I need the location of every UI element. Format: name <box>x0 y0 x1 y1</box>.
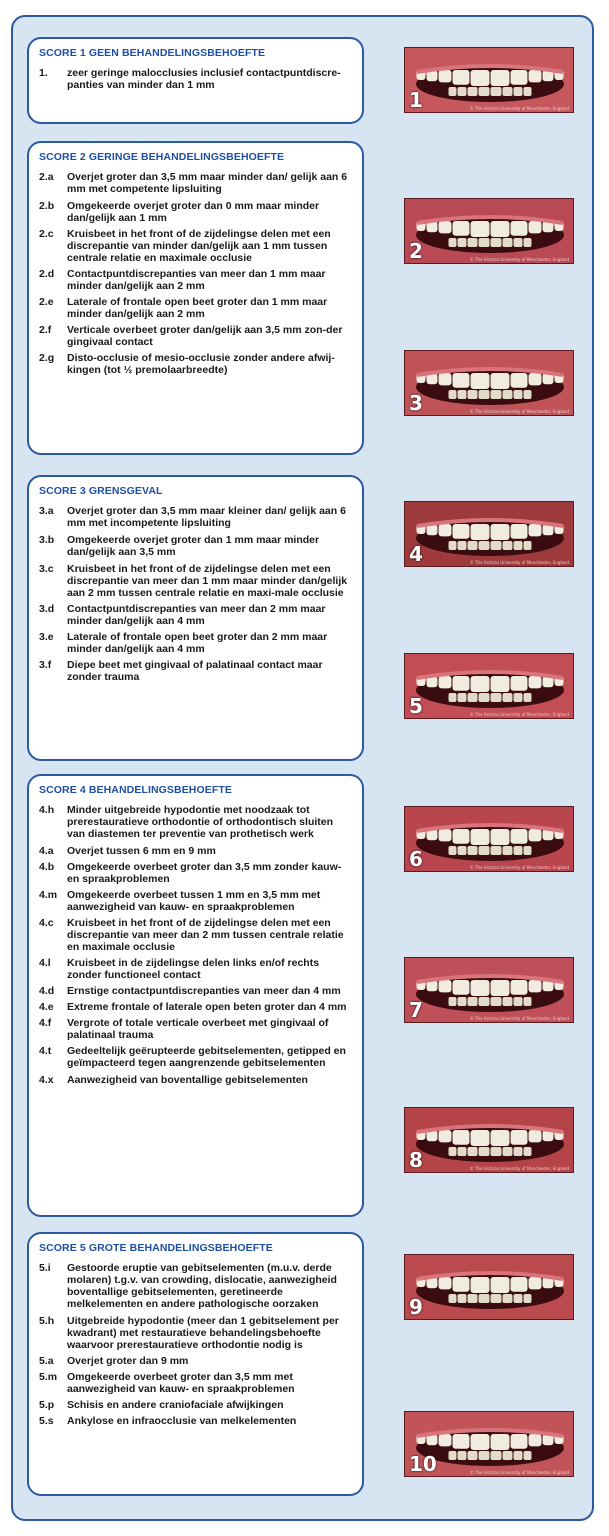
criterion-text: Kruisbeet in het front of de zijdelingse delen met een discrepantie van meer dan 1 mm maar minder dan/gelijk aan 2 mm tussen centrale relatie en maxi-male occlusie <box>67 563 348 599</box>
dental-photo-1 <box>404 47 574 113</box>
criterion-text: Minder uitgebreide hypodontie met noodzaak tot prerestauratieve orthodontie of orthodontisch sluiten van diastemen ter preventie van prothetisch werk <box>67 804 334 840</box>
criterion-item <box>39 1315 352 1351</box>
dental-photo-4 <box>404 501 574 567</box>
criterion-text: Uitgebreide hypodontie (meer dan 1 gebitselement per kwadrant) met restauratieve behandelingsbehoefte waarvoor prerestauratieve orthodontie nodig is <box>67 1315 339 1351</box>
criterion-code: 3.f <box>39 659 52 671</box>
criterion-code: 4.t <box>39 1045 52 1057</box>
criterion-code: 4.e <box>39 1001 54 1013</box>
photo-copyright: © The Victoria University of Manchester, England <box>469 106 569 111</box>
score-2-box <box>27 141 364 455</box>
criterion-text: Omgekeerde overjet groter dan 1 mm maar minder dan/gelijk aan 3,5 mm <box>67 534 320 558</box>
criterion-code: 3.a <box>39 505 54 517</box>
criterion-text: zeer geringe malocclusies inclusief contactpuntdiscre-panties van minder dan 1 mm <box>67 67 341 91</box>
dental-photo-5 <box>404 653 574 719</box>
criterion-code: 3.b <box>39 534 55 546</box>
criterion-text: Omgekeerde overbeet groter dan 3,5 mm met aanwezigheid van kauw- en spraakproblemen <box>67 1371 295 1395</box>
criterion-code: 5.p <box>39 1399 55 1411</box>
criterion-text: Laterale of frontale open beet groter dan 2 mm maar minder dan/gelijk aan 4 mm <box>67 631 328 655</box>
criterion-code: 4.f <box>39 1017 52 1029</box>
criterion-code: 4.c <box>39 917 54 929</box>
photo-copyright: © The Victoria University of Manchester, England <box>469 1470 569 1475</box>
photo-copyright: © The Victoria University of Manchester, England <box>469 865 569 870</box>
criterion-code: 5.m <box>39 1371 58 1383</box>
criterion-text: Overjet tussen 6 mm en 9 mm <box>67 845 216 857</box>
criterion-item <box>39 1074 352 1086</box>
criterion-item <box>39 957 352 981</box>
criterion-item <box>39 985 352 997</box>
criterion-code: 2.b <box>39 200 55 212</box>
criterion-item <box>39 534 352 558</box>
dental-photo-6 <box>404 806 574 872</box>
criterion-code: 2.a <box>39 171 54 183</box>
criterion-text: Aanwezigheid van boventallige gebitselementen <box>67 1074 308 1086</box>
dental-photo-9 <box>404 1254 574 1320</box>
criterion-code: 4.a <box>39 845 54 857</box>
criterion-item <box>39 352 352 376</box>
criterion-item <box>39 845 352 857</box>
criterion-code: 5.a <box>39 1355 54 1367</box>
teeth-illustration <box>405 654 574 719</box>
criterion-text: Gedeeltelijk geërupteerde gebitselementen, getipped en geïmpacteerd tegen aangrenzende gebitselementen <box>67 1045 346 1069</box>
score-3-box <box>27 475 364 761</box>
criterion-item <box>39 1371 352 1395</box>
criterion-text: Kruisbeet in de zijdelingse delen links en/of rechts zonder functioneel contact <box>67 957 320 981</box>
photo-number: 8 <box>409 1148 423 1172</box>
criterion-item <box>39 1355 352 1367</box>
criterion-item <box>39 171 352 195</box>
photo-copyright: © The Victoria University of Manchester, England <box>469 1016 569 1021</box>
criterion-text: Verticale overbeet groter dan/gelijk aan 3,5 mm zon-der gingivaal contact <box>67 324 343 348</box>
criterion-item <box>39 505 352 529</box>
criterion-code: 5.h <box>39 1315 55 1327</box>
score-2-title: SCORE 2 GERINGE BEHANDELINGSBEHOEFTE <box>39 151 285 163</box>
dental-photo-2 <box>404 198 574 264</box>
criterion-code: 4.d <box>39 985 55 997</box>
criterion-text: Omgekeerde overjet groter dan 0 mm maar minder dan/gelijk aan 1 mm <box>67 200 320 224</box>
teeth-illustration <box>405 351 574 416</box>
criterion-text: Contactpuntdiscrepanties van meer dan 2 mm maar minder dan/gelijk aan 4 mm <box>67 603 326 627</box>
criterion-item <box>39 324 352 348</box>
photo-number: 9 <box>409 1295 423 1319</box>
criterion-text: Overjet groter dan 3,5 mm maar minder dan/ gelijk aan 6 mm met competente lipsluiting <box>67 171 348 195</box>
photo-copyright: © The Victoria University of Manchester, England <box>469 1166 569 1171</box>
criterion-text: Ankylose en infraocclusie van melkelementen <box>67 1415 297 1427</box>
teeth-illustration <box>405 1108 574 1173</box>
criterion-code: 4.l <box>39 957 51 969</box>
criterion-item <box>39 1017 352 1041</box>
criterion-item <box>39 268 352 292</box>
criterion-code: 5.s <box>39 1415 54 1427</box>
score-5-box <box>27 1232 364 1496</box>
criterion-item <box>39 603 352 627</box>
criterion-item <box>39 563 352 599</box>
criterion-text: Kruisbeet in het front of de zijdelingse delen met een discrepantie van meer dan 2 mm tussen centrale relatie en maximale occlusie <box>67 917 344 953</box>
dental-photo-3 <box>404 350 574 416</box>
criterion-item <box>39 1262 352 1310</box>
criterion-text: Overjet groter dan 3,5 mm maar kleiner dan/ gelijk aan 6 mm met incompetente lipsluiting <box>67 505 346 529</box>
teeth-illustration <box>405 48 574 113</box>
score-1-box <box>27 37 364 124</box>
criterion-item <box>39 67 352 91</box>
photo-number: 1 <box>409 88 423 112</box>
criterion-item <box>39 861 352 885</box>
criterion-code: 2.d <box>39 268 55 280</box>
criterion-text: Extreme frontale of laterale open beten groter dan 4 mm <box>67 1001 347 1013</box>
teeth-illustration <box>405 807 574 872</box>
teeth-illustration <box>405 1255 574 1320</box>
criterion-item <box>39 1001 352 1013</box>
criterion-text: Disto-occlusie of mesio-occlusie zonder andere afwij-kingen (tot ½ premolaarbreedte) <box>67 352 335 376</box>
criterion-item <box>39 804 352 840</box>
criterion-text: Schisis en andere craniofaciale afwijkingen <box>67 1399 284 1411</box>
teeth-illustration <box>405 958 574 1023</box>
criterion-item <box>39 1399 352 1411</box>
photo-number: 6 <box>409 847 423 871</box>
criterion-item <box>39 889 352 913</box>
criterion-code: 2.e <box>39 296 54 308</box>
photo-copyright: © The Victoria University of Manchester, England <box>469 409 569 414</box>
criterion-code: 4.x <box>39 1074 54 1086</box>
criterion-text: Kruisbeet in het front of de zijdelingse delen met een discrepantie van minder dan/gelijk aan 1 mm tussen centrale relatie en maximale occlusie <box>67 228 331 264</box>
criterion-code: 4.b <box>39 861 55 873</box>
score-3-title: SCORE 3 GRENSGEVAL <box>39 485 163 497</box>
criterion-text: Vergrote of totale verticale overbeet met gingivaal of palatinaal trauma <box>67 1017 329 1041</box>
criterion-text: Gestoorde eruptie van gebitselementen (m.u.v. derde molaren) t.g.v. van crowding, dislocatie, aanwezigheid boventallige gebitselementen, geretineerde melkelementen en andere pathologische oorzaken <box>67 1262 337 1310</box>
criterion-item <box>39 659 352 683</box>
criterion-code: 2.f <box>39 324 52 336</box>
dental-photo-7 <box>404 957 574 1023</box>
criterion-item <box>39 200 352 224</box>
criterion-item <box>39 1415 352 1427</box>
photo-copyright: © The Victoria University of Manchester, England <box>469 560 569 565</box>
criterion-code: 2.c <box>39 228 54 240</box>
criterion-code: 5.i <box>39 1262 51 1274</box>
photo-number: 7 <box>409 998 423 1022</box>
criterion-code: 3.c <box>39 563 54 575</box>
criterion-text: Laterale of frontale open beet groter dan 1 mm maar minder dan/gelijk aan 2 mm <box>67 296 328 320</box>
criterion-text: Ernstige contactpuntdiscrepanties van meer dan 4 mm <box>67 985 341 997</box>
score-5-title: SCORE 5 GROTE BEHANDELINGSBEHOEFTE <box>39 1242 273 1254</box>
criterion-code: 4.h <box>39 804 55 816</box>
criterion-code: 2.g <box>39 352 55 364</box>
photo-number: 4 <box>409 542 423 566</box>
criterion-text: Omgekeerde overbeet groter dan 3,5 mm zonder kauw- en spraakproblemen <box>67 861 342 885</box>
dental-photo-10 <box>404 1411 574 1477</box>
criterion-code: 1. <box>39 67 48 79</box>
criterion-text: Diepe beet met gingivaal of palatinaal contact maar zonder trauma <box>67 659 323 683</box>
criterion-item <box>39 228 352 264</box>
criterion-item <box>39 917 352 953</box>
criterion-text: Omgekeerde overbeet tussen 1 mm en 3,5 mm met aanwezigheid van kauw- en spraakproblemen <box>67 889 321 913</box>
criterion-code: 3.e <box>39 631 54 643</box>
criterion-item <box>39 1045 352 1069</box>
teeth-illustration <box>405 502 574 567</box>
criterion-item <box>39 631 352 655</box>
photo-number: 3 <box>409 391 423 415</box>
score-4-title: SCORE 4 BEHANDELINGSBEHOEFTE <box>39 784 232 796</box>
dental-photo-8 <box>404 1107 574 1173</box>
criterion-text: Contactpuntdiscrepanties van meer dan 1 mm maar minder dan/gelijk aan 2 mm <box>67 268 326 292</box>
criterion-code: 4.m <box>39 889 58 901</box>
photo-copyright: © The Victoria University of Manchester, England <box>469 257 569 262</box>
score-1-title: SCORE 1 GEEN BEHANDELINGSBEHOEFTE <box>39 47 266 59</box>
photo-number: 2 <box>409 239 423 263</box>
criterion-text: Overjet groter dan 9 mm <box>67 1355 189 1367</box>
teeth-illustration <box>405 199 574 264</box>
photo-copyright: © The Victoria University of Manchester, England <box>469 712 569 717</box>
photo-number: 5 <box>409 694 423 718</box>
score-4-box <box>27 774 364 1217</box>
criterion-item <box>39 296 352 320</box>
criterion-code: 3.d <box>39 603 55 615</box>
photo-number: 10 <box>409 1452 437 1476</box>
